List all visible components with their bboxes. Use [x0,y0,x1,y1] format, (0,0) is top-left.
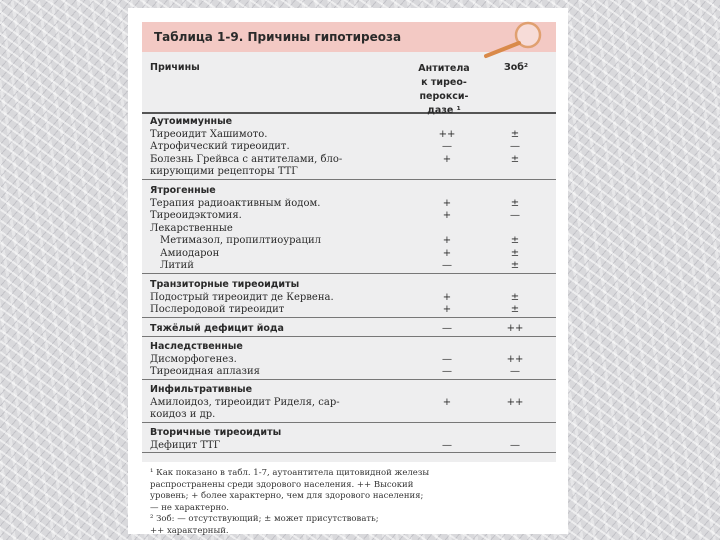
table-row: Терапия радиоактивным йодом. + ± [150,197,520,209]
group-iodine-deficiency [142,323,556,337]
group-secondary [142,427,556,453]
table-row: Подострый тиреоидит де Кервена. + ± [150,291,520,303]
category-label: Наследственные [150,341,243,352]
table-row: Тяжёлый дефицит йода — ++ [150,323,524,334]
table-row: Тиреоидит Хашимото. ++ ± [150,128,520,140]
table-row: Амилоидоз, тиреоидит Риделя, сар- + ++ [150,396,524,408]
group-infiltrative [142,384,556,423]
group-transient [142,279,556,318]
category-label: Вторичные тиреоидиты [150,427,282,438]
table-row: Тиреоидная аплазия — — [150,366,520,377]
causes-table [142,22,556,536]
table-row: Дисморфогенез. — ++ [150,353,524,365]
header-causes: Причины [150,62,200,73]
footnotes: ¹ Как показано в табл. 1-7, аутоантитела щитовидной железы распространены среди здорового населения. ++ Высокий уровень; + более характерно, чем для здорового населения; — не характерно. ² Зоб: — отсутствующий; ± может присутствовать; ++ характерный. [150,468,430,536]
category-label: Ятрогенные [150,185,216,196]
table-row: Литий — ± [160,260,520,271]
table-row: Лекарственные [150,222,233,234]
group-autoimmune [142,116,556,180]
header-goiter: Зоб² [503,62,529,73]
table-title: Таблица 1-9. Причины гипотиреоза [142,22,556,52]
table-header [142,54,556,114]
table-row: Атрофический тиреоидит. — — [150,141,520,152]
table-row: Дефицит ТТГ — — [150,439,520,451]
table-row: Тиреоидэктомия. + — [150,210,520,221]
table-row: Послеродовой тиреоидит + ± [150,304,520,315]
table-row: Амиодарон + ± [160,247,520,259]
group-hereditary [142,341,556,380]
document-page [128,8,568,534]
header-antibodies: Антитела к тирео- перокси- дазе ¹ [418,63,470,116]
category-label: Инфильтративные [150,384,253,395]
table-row: кирующими рецепторы ТТГ [150,166,298,177]
table-row: Метимазол, пропилтиоурацил + ± [160,235,520,246]
table-row: коидоз и др. [150,409,216,420]
group-iatrogenic [142,185,556,274]
category-label: Аутоиммунные [150,116,233,127]
category-label: Транзиторные тиреоидиты [150,279,300,290]
table-row: Болезнь Грейвса с антителами, бло- + ± [150,153,520,165]
